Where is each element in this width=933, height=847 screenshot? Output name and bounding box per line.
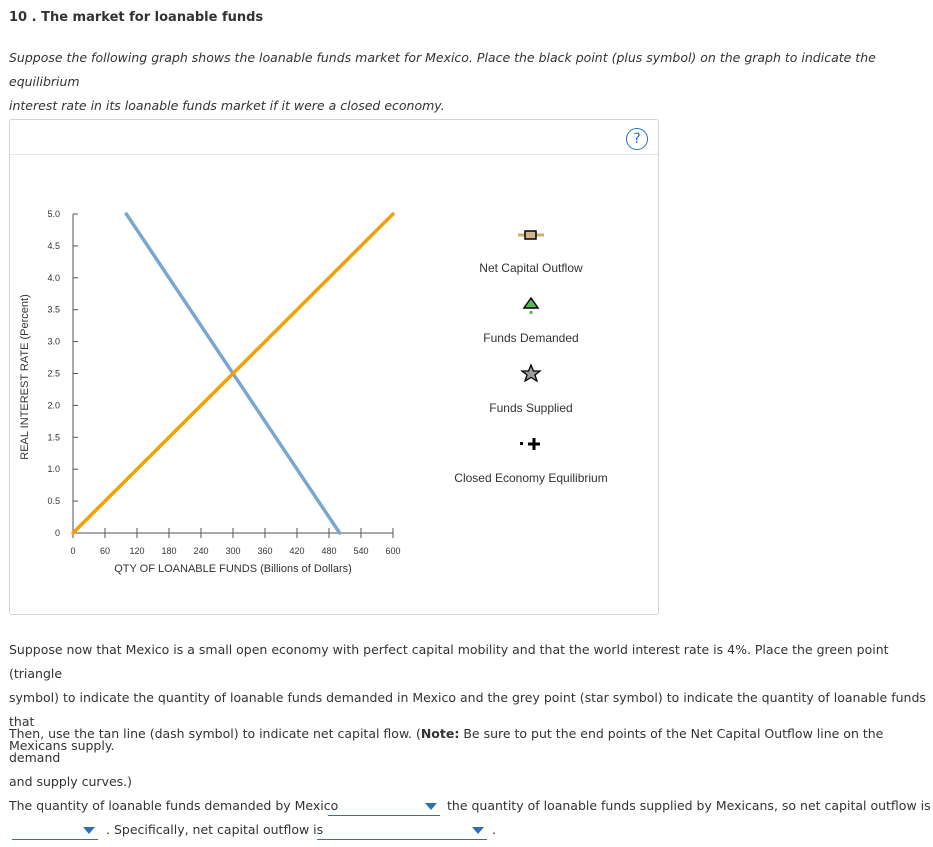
- chevron-down-icon: [472, 827, 484, 834]
- y-tick-label: 0.5: [47, 496, 60, 507]
- x-tick-label: 360: [257, 546, 273, 556]
- x-tick-label: 60: [99, 546, 111, 556]
- net-capital-outflow-sign-dropdown[interactable]: [12, 823, 98, 840]
- question-part-2: the quantity of loanable funds supplied by Mexicans, so net capital outflow is: [447, 798, 931, 813]
- loanable-funds-chart[interactable]: [10, 120, 658, 614]
- y-tick-label: 1.5: [47, 432, 60, 443]
- legend-label-net-capital-outflow: Net Capital Outflow: [479, 261, 583, 275]
- instructions-text: [9, 722, 933, 794]
- instructions-post: Be sure to put the end points of the Net Capital Outflow line on the demand: [9, 726, 884, 765]
- x-tick-label: 240: [193, 546, 209, 556]
- graph-panel: [9, 119, 659, 615]
- funds-supplied-star-icon[interactable]: [520, 363, 542, 385]
- legend-label-closed-economy-equilibrium: Closed Economy Equilibrium: [454, 471, 608, 485]
- y-tick-label: 2.0: [47, 400, 60, 411]
- funds-demanded-triangle-icon[interactable]: [521, 296, 541, 316]
- x-tick-label: 120: [129, 546, 145, 556]
- closed-economy-plus-icon[interactable]: [519, 436, 543, 452]
- question-part-1: The quantity of loanable funds demanded by Mexico: [9, 798, 339, 813]
- x-tick-label: 480: [321, 546, 337, 556]
- chevron-down-icon: [83, 827, 95, 834]
- legend-label-funds-demanded: Funds Demanded: [483, 331, 579, 345]
- legend-label-funds-supplied: Funds Supplied: [489, 401, 573, 415]
- x-tick-label: 300: [225, 546, 241, 556]
- open-economy-line-3: Mexicans supply.: [9, 738, 115, 753]
- instructions-line-1: [9, 722, 933, 770]
- intro-line-2: interest rate in its loanable funds market if it were a closed economy.: [9, 98, 445, 113]
- instructions-pre: Then, use the tan line (dash symbol) to indicate net capital flow. (: [9, 726, 421, 741]
- chevron-down-icon: [425, 803, 437, 810]
- question-part-3: . Specifically, net capital outflow is: [106, 822, 324, 837]
- open-economy-line-2: symbol) to indicate the quantity of loanable funds demanded in Mexico and the grey point (star symbol) to indicate the quantity of loanable funds that: [9, 690, 926, 729]
- y-tick-label: 2.5: [47, 368, 60, 379]
- intro-text: [9, 46, 933, 118]
- net-capital-outflow-amount-dropdown[interactable]: [317, 823, 487, 840]
- x-tick-label: 0: [70, 546, 76, 556]
- y-tick-label: 1.0: [47, 464, 60, 475]
- y-tick-label: 0: [54, 528, 60, 538]
- intro-line-1: Suppose the following graph shows the loanable funds market for Mexico. Place the black point (plus symbol) on the graph to indicate the equilibrium: [9, 50, 876, 89]
- x-tick-label: 420: [289, 546, 305, 556]
- net-capital-outflow-dash-icon[interactable]: [516, 228, 546, 242]
- y-tick-label: 3.0: [47, 336, 60, 347]
- y-tick-label: 5.0: [47, 209, 60, 219]
- page-title: 10 . The market for loanable funds: [9, 10, 264, 25]
- instructions-line-2: and supply curves.): [9, 774, 133, 789]
- supply-curve: [73, 214, 393, 533]
- x-tick-label: 600: [385, 546, 401, 556]
- demanded-vs-supplied-dropdown[interactable]: [328, 799, 440, 816]
- open-economy-line-1: Suppose now that Mexico is a small open economy with perfect capital mobility and that the world interest rate is 4%. Place the green point (triangle: [9, 642, 889, 681]
- x-tick-label: 540: [353, 546, 369, 556]
- note-label: Note:: [420, 726, 460, 741]
- x-axis-label: QTY OF LOANABLE FUNDS (Billions of Dollars): [114, 563, 352, 575]
- y-tick-label: 4.5: [47, 240, 60, 251]
- x-tick-label: 180: [161, 546, 177, 556]
- y-tick-label: 3.5: [47, 304, 60, 315]
- question-part-4: .: [492, 822, 496, 837]
- y-axis-label: REAL INTEREST RATE (Percent): [19, 294, 31, 460]
- y-tick-label: 4.0: [47, 272, 60, 283]
- help-button[interactable]: ?: [626, 128, 648, 150]
